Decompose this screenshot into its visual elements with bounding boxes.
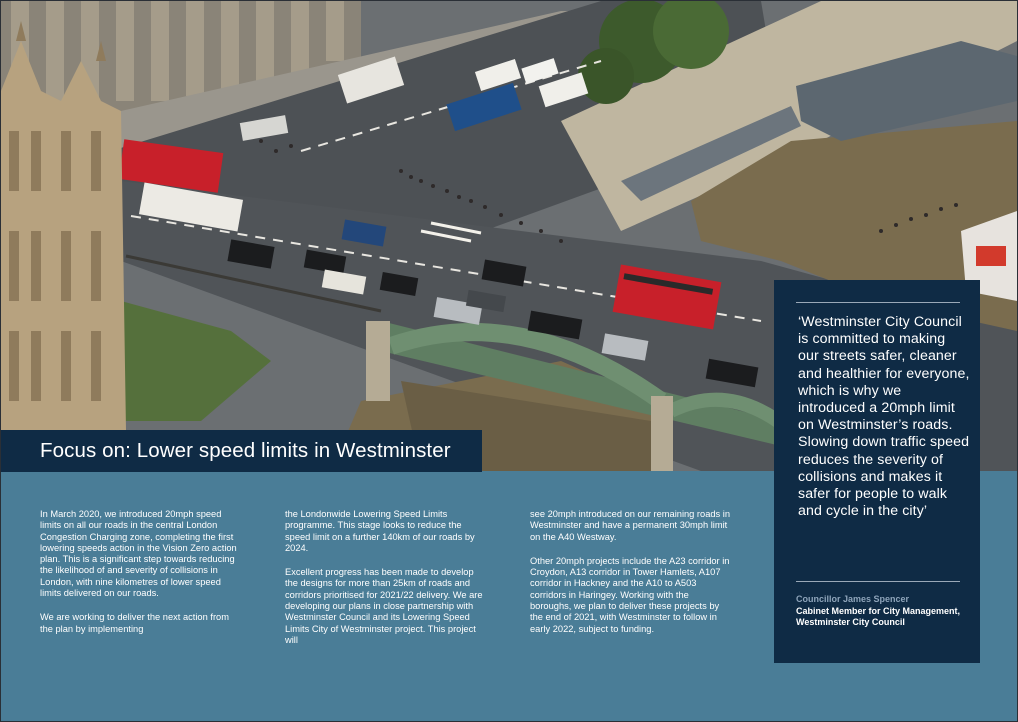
quote-attribution-name: Councillor James Spencer [796, 594, 910, 604]
text-column-3 [530, 509, 732, 648]
quote-bottom-divider [796, 581, 960, 582]
text-column-1 [40, 509, 242, 648]
section-title-bar [1, 430, 482, 472]
paragraph: Excellent progress has been made to develop the designs for more than 25km of roads and corridors prioritised for 2021/22 delivery. We are developing our plans in close partnership with Westminster Council and its Lowering Speed Limits City of Westminster project. This project will [285, 567, 483, 645]
quote-attribution-role: Cabinet Member for City Management, Westminster City Council [796, 606, 961, 628]
section-title: Focus on: Lower speed limits in Westminster [40, 439, 451, 462]
pull-quote-box [774, 280, 980, 663]
paragraph: see 20mph introduced on our remaining roads in Westminster and have a permanent 30mph limit on the A40 Westway. [530, 509, 731, 542]
pull-quote-text: ‘Westminster City Council is committed to making our streets safer, cleaner and healthier for everyone, which is why we introduced a 20mph limit on Westminster’s roads. Slowing down traffic speed reduces the severity of collisions and makes it safer for people to walk and cycle in the city’ [798, 314, 970, 520]
paragraph: We are working to deliver the next action from the plan by implementing [40, 612, 229, 634]
paragraph: the Londonwide Lowering Speed Limits programme. This stage looks to reduce the speed limit on a further 140km of our roads by 2024. [285, 509, 475, 553]
text-column-2 [285, 509, 487, 659]
paragraph: In March 2020, we introduced 20mph speed limits on all our roads in the central London Congestion Charging zone, completing the first lowering speeds action in the Vision Zero action plan. This is a significant step towards reducing the likelihood of and severity of collisions in London, with nine kilometres of lower speed limits delivered on our roads. [40, 509, 237, 599]
quote-top-divider [796, 302, 960, 303]
paragraph: Other 20mph projects include the A23 corridor in Croydon, A13 corridor in Tower Hamlets, A107 corridor in Hackney and the A10 to A503 corridors in Haringey. Working with the boroughs, we plan to deliver these projects by the end of 2021, with Westminster to follow in early 2022, subject to funding. [530, 555, 730, 634]
